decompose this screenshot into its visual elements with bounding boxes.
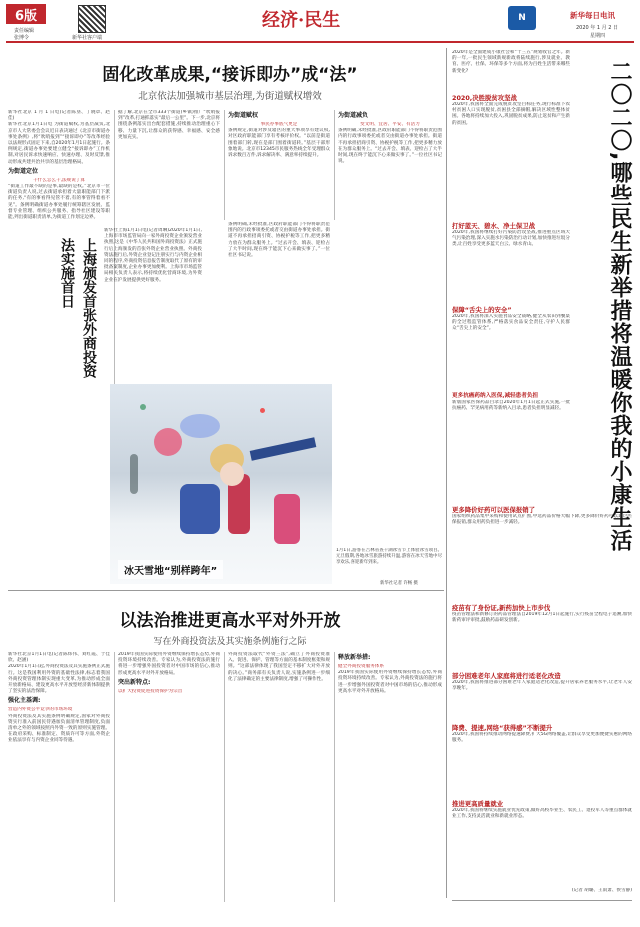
right-section-8-text: 2020年,我国将持续推动网络提速降费,扩大5G网络覆盖,让群众享受更加便捷实惠的网络服务。 [452, 732, 632, 744]
feature-quote-3: 健全外商投资服务体系 [338, 664, 384, 669]
right-section-2 [452, 222, 570, 294]
right-section-8 [452, 724, 632, 800]
editor-label: 责任编辑 [14, 28, 35, 34]
photo-credit: 新华社记者 许畅 摄 [380, 581, 418, 586]
feature-body-2b: 2019年我国实际使用外资继续保持增长态势,外商投资环境持续改善。专家认为,外商投资法的施行将进一步增强外国投资者对中国市场的信心,推动形成更高水平对外开放格局。 [118, 652, 220, 676]
right-section-1-title: 2020,决胜脱贫攻坚战 [452, 94, 517, 102]
right-section-7-text: 2020年,我国将推进部分困难老年人家庭适老化改造,提升居家养老服务水平,让老年人安享晚年。 [452, 680, 632, 692]
right-section-5 [452, 506, 632, 602]
lead-heading-3: 为街道减负 [338, 112, 369, 119]
feature-heading-3: 释放新举措: [338, 654, 371, 661]
lead-body-5: 据了解,北京在全市333个街道(乡镇)推广“吹哨报到”改革,打通抓落实“最后一公里”。下一步,北京将围绕条例落实出台配套措施,持续推动治理重心下移、力量下沉,让群众的获得感、幸福感、安全感更加充实。 [118, 110, 220, 140]
right-section-4-text: 新版国家医保药品目录自2020年1月1日起正式实施,一批抗癌药、罕见病用药等新纳入目录,患者负担明显减轻。 [452, 400, 570, 412]
issue-date: 2020 年 1 月 2 日 [576, 25, 619, 31]
right-section-3 [452, 306, 570, 374]
photo-caption-text: 1月1日,游客在吉林省查干湖冰雪节上体验冰雪项目。元旦假期,各地冰雪旅游持续升温,游客在冰天雪地中尽享欢乐,喜迎新年到来。 [336, 548, 442, 566]
right-section-9-text: 2020年,我国将继续实施就业优先政策,做好高校毕业生、农民工、退役军人等重点群体就业工作,支持灵活就业和新就业形态。 [452, 808, 632, 820]
right-section-5-title: 更多降价好药可以医保报销了 [452, 506, 536, 514]
feature-subheadline: 写在外商投资法及其实施条例施行之际 [153, 637, 307, 647]
feature-headline: 以法治推进更高水平对外开放 [119, 611, 341, 631]
lead-column-3-cont [228, 222, 330, 382]
lead-column-4 [338, 110, 442, 400]
paper-name: 新华每日电讯 [570, 11, 615, 20]
lead-byline: 新华社北京 1 月 1 日电(记者陈垦、丁晓章、赵佳) [8, 110, 110, 122]
right-section-7-title: 部分困难老年人家庭将进行适老化改造 [452, 672, 561, 680]
right-section-4-title: 更多抗癌药纳入医保,减轻患者负担 [452, 393, 539, 399]
issue-weekday: 星期四 [590, 33, 606, 39]
lead-headline: 固化改革成果,“接诉即办”成“法” [102, 65, 358, 85]
lead-subheadline: 北京依法加强城市基层治理,为街道赋权增效 [138, 91, 322, 102]
feature-heading-1: 强化主基调: [8, 697, 41, 705]
lead-body-4: 条例明确,未经批准,区政府职能部门不得将职责范围内的行政事项委托或者交由街道办事处承担。街道不再承担招商引资、协税护税等工作,把更多精力放在为群众服务上。“过去开会、填表、迎检占了大半时间,现在终于能沉下心来做实事了。”一位社区书记说。 [338, 128, 442, 165]
feature-heading-2: 突出新特点: [118, 678, 151, 686]
right-section-1 [452, 94, 570, 222]
feature-body-2: 外商投资法及其实施条例明确规定,国家对外商投资实行准入前国民待遇加负面清单管理制度,负面清单之外的领域按照内外资一致的原则实施管理。在政府采购、标准制定、资质许可等方面,外资企业依法享有与内资企业同等待遇。 [8, 713, 110, 744]
feature-body-3: 外商投资法取代“外资三法”,确立了外商投资准入、促进、保护、管理等方面的基本制度框架和规则。“这部法律体现了我国坚定不移扩大对外开放的决心。”商务部有关负责人说,实施条例进一步细化了法律确定的主要法律制度,增强了可操作性。 [228, 652, 330, 682]
feature-column-1 [8, 652, 110, 902]
right-section-6-title: 疫苗有了身份证,新药加快上市步伐 [452, 604, 551, 612]
right-section-7 [452, 672, 632, 722]
right-section-3-title: 保障“舌尖上的安全” [452, 306, 512, 314]
lead-body-1: 新华社北京1月1日电 为街道赋权,为基层减负,北京市人大常委会会议近日表决通过《北京市街道办事处条例》,将“吹哨报到”“接诉即办”等改革经验以法规形式固定下来,自2020年1月1日起施行。条例规定,街道办事处要建立健全“接诉即办”工作机制,对居民诉求快速响应、快速办理、及时反馈,推动形成共建共治共享的基层治理格局。 [8, 122, 110, 165]
lead-quote-1: 干什么怎么干,法规说了算 [33, 177, 85, 183]
feature-body-1: 2020年1月1日起,外商投资法及其实施条例正式施行。这是我国利用外资的基础性法律,标志着我国外商投资管理体制实现重大变革,为推动形成全面开放新格局、建设更高水平开放型经济新体制提供了坚实的法治保障。 [8, 664, 110, 695]
client-name: 新华社客户端 [72, 35, 103, 41]
right-section-1-text: 2020年,我国将全面完成脱贫攻坚目标任务,现行标准下农村贫困人口实现脱贫,贫困县全部摘帽,解决区域性整体贫困。各地将持续加大投入,巩固脱贫成果,防止返贫和产生新的贫困。 [452, 102, 570, 126]
right-section-5-text: 国家组织药品集中采购和使用试点扩围,中选药品价格大幅下降,更多降价好药可以通过医保报销,群众用药负担进一步减轻。 [452, 514, 632, 526]
lead-column-3 [228, 110, 330, 220]
right-byline-end: (记者 胡璐、王雨萧、侯雪静) [571, 888, 632, 893]
feature-column-3 [228, 652, 330, 902]
feature-byline: 新华社北京1月1日电(记者陈炜伟、刘红霞、于佳欣、赵涵) [8, 652, 110, 664]
newspaper-logo-icon: N [508, 6, 536, 30]
right-section-9 [452, 800, 632, 894]
qr-code-icon [78, 5, 106, 33]
right-intro: 2020年是全面建成小康社会和“十三五”规划收官之年。新的一年,一批民生领域新规新政将陆续施行,涉及就业、教育、医疗、社保、环保等多个方面,将为百姓生活带来哪些新变化? [452, 50, 570, 74]
feature-column-2 [118, 652, 220, 902]
right-vertical-headline: 二〇二〇,哪些民生新举措将温暖你我的小康生活 [607, 60, 632, 553]
lead-body-3: 条例规定,街道对涉及辖区的重大事项享有建议权,对区政府职能部门享有考核评价权。“以前是街道围着部门转,现在是部门围着街道转。”基层干部形象地说。北京市12345市民服务热线全年受理群众诉求数百万件,诉求解决率、满意率持续提升。 [228, 128, 330, 159]
snow-photo [110, 384, 332, 584]
right-section-9-title: 推进更高质量就业 [452, 800, 504, 808]
lead-quote-2: 事民办事底气更足 [260, 122, 298, 127]
lead-body-2: “街道工作最不缺的是事,最缺的是权。”北京市一位街道负责人说,过去街道承担着大量职能部门下派的任务,“有的事看得见管不着,有的事管得着看不见”。条例明确街道办事处履行统筹辖区发展、监督专业管理、组织公共服务、指导社区建设等职能,列出街道职责清单,为街道工作划定边界。 [8, 184, 110, 221]
lead-quote-3: 变文明、宜居、平安、有活力 [360, 122, 420, 127]
right-section-4 [452, 392, 570, 492]
feature-quote-1: 营造内外资公平竞争的市场环境 [8, 707, 73, 713]
feature-column-4 [338, 652, 442, 902]
right-section-6 [452, 604, 632, 670]
feature-quote-2: 以扩大投资促进投资保护为宗旨 [118, 688, 183, 694]
lead-heading-1: 为街道定位 [8, 167, 39, 175]
lead-heading-2: 为街道赋权 [228, 112, 259, 119]
vert-story-body: 新华社上海1月1日电(记者周琳)2020年1月1日,上海市市场监管局向一家外商投资企业颁发营业执照,这是《中华人民共和国外商投资法》正式施行后上海颁发的首张外资企业营业执照。外商投资法施行后,外资企业登记注册实行与内资企业相同的程序,外商投资信息报告制度取代了原有的审批备案制度,企业办事更加便利。上海市市场监管局相关负责人表示,将持续优化营商环境,为外资企业在沪发展提供更好服务。 [104, 228, 202, 283]
lead-body-4-cont: 条例明确,未经批准,区政府职能部门不得将职责范围内的行政事项委托或者交由街道办事处承担。街道不再承担招商引资、协税护税等工作,把更多精力放在为群众服务上。“过去开会、填表、迎检占了大半时间,现在终于能沉下心来做实事了。”一位社区书记说。 [228, 222, 330, 259]
right-section-2-text: 2020年,我国将继续打好污染防治攻坚战,推进重点区域大气污染治理,深入实施水污染防治行动计划,加快推进垃圾分类,让百姓享受更多蓝天白云、绿水青山。 [452, 230, 570, 248]
vert-story-headline: 上海颁发首张外商投资法实施首日 [59, 238, 97, 378]
page-number: 6版 [14, 9, 38, 24]
right-section-8-title: 降费、提速,网络“获得感”不断提升 [452, 724, 553, 732]
right-section-2-title: 打好蓝天、碧水、净土保卫战 [452, 222, 536, 230]
section-title: 经济·民生 [262, 10, 341, 31]
photo-caption-title: 冰天雪地“别样跨年” [118, 560, 223, 579]
right-section-6-text: 疫苗管理法和新修订的药品管理法自2019年12月1日起施行,实行疫苗全程电子追溯,加快新药审评审批,鼓励药品研发创新。 [452, 612, 632, 624]
editor-name: 张博令 [14, 35, 30, 41]
right-section-3-text: 2020年,我国将深入实施食品安全战略,健全从农田到餐桌的全过程监管体系,严格落实食品安全责任,守护人民群众“舌尖上的安全”。 [452, 314, 570, 332]
masthead-rule [6, 41, 634, 43]
feature-body-4: 2019年我国实际使用外资继续保持增长态势,外商投资环境持续改善。专家认为,外商投资法的施行将进一步增强外国投资者对中国市场的信心,推动形成更高水平对外开放格局。 [338, 670, 442, 694]
